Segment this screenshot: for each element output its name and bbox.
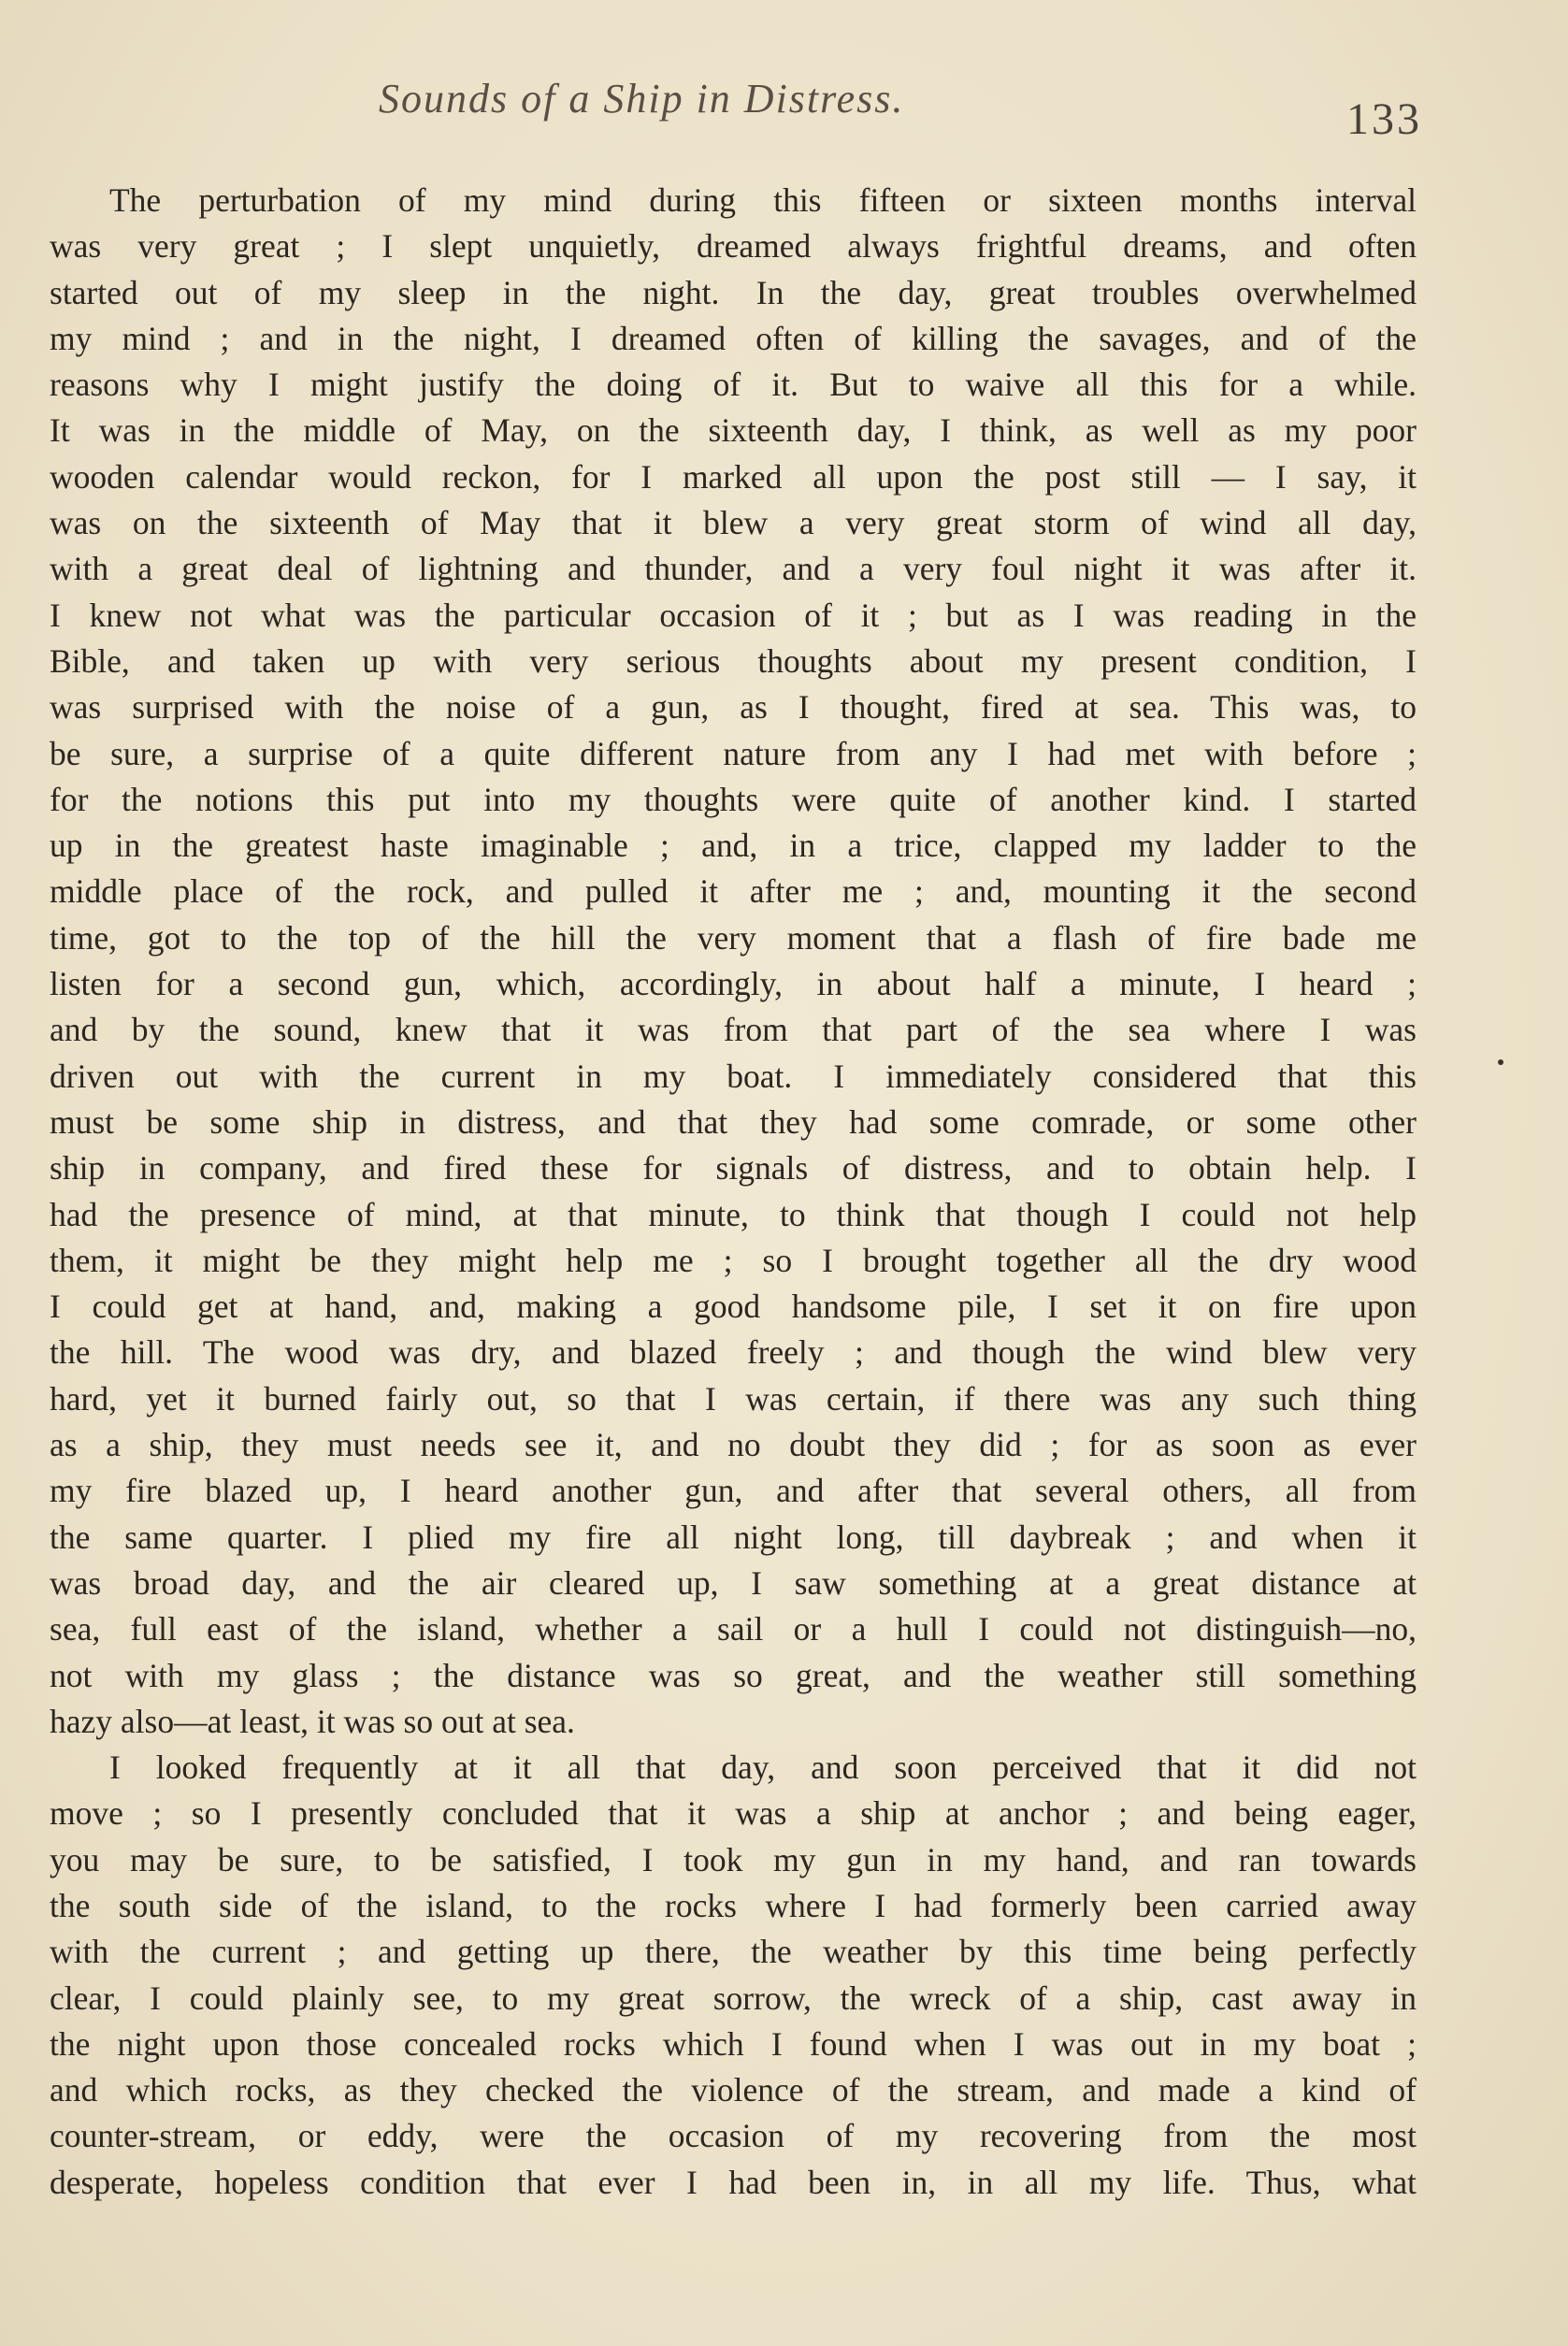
text-line: and which rocks, as they checked the violence of the stream, and made a kind of bbox=[50, 2071, 1417, 2109]
text-line: as a ship, they must needs see it, and no doubt they did ; for as soon as ever bbox=[50, 1426, 1417, 1464]
text-line: move ; so I presently concluded that it was a ship at anchor ; and being eager, bbox=[50, 1794, 1417, 1833]
text-line: with a great deal of lightning and thunder, and a very foul night it was after it. bbox=[50, 550, 1417, 588]
text-line: hazy also—at least, it was so out at sea. bbox=[50, 1702, 575, 1740]
text-line: must be some ship in distress, and that they had some comrade, or some other bbox=[50, 1102, 1417, 1141]
text-line: The perturbation of my mind during this fifteen or sixteen months interval bbox=[109, 181, 1417, 219]
text-line: driven out with the current in my boat. I immediately considered that this bbox=[50, 1057, 1417, 1095]
text-line: not with my glass ; the distance was so great, and the weather still something bbox=[50, 1656, 1417, 1694]
text-line: my mind ; and in the night, I dreamed often of killing the savages, and of the bbox=[50, 319, 1417, 357]
running-head-title: Sounds of a Ship in Distress. bbox=[379, 76, 905, 122]
text-line: was broad day, and the air cleared up, I saw something at a great distance at bbox=[50, 1563, 1417, 1602]
text-line: you may be sure, to be satisfied, I took my gun in my hand, and ran towards bbox=[50, 1840, 1417, 1878]
text-line: I could get at hand, and, making a good handsome pile, I set it on fire upon bbox=[50, 1288, 1417, 1326]
text-line: clear, I could plainly see, to my great sorrow, the wreck of a ship, cast away in bbox=[50, 1979, 1417, 2017]
text-line: I knew not what was the particular occasion of it ; but as I was reading in the bbox=[50, 596, 1417, 634]
text-line: was very great ; I slept unquietly, dreamed always frightful dreams, and often bbox=[50, 227, 1417, 266]
text-line: reasons why I might justify the doing of it. But to waive all this for a while. bbox=[50, 366, 1417, 404]
text-line: the hill. The wood was dry, and blazed freely ; and though the wind blew very bbox=[50, 1333, 1417, 1372]
text-line: wooden calendar would reckon, for I marked all upon the post still — I say, it bbox=[50, 457, 1417, 496]
text-line: sea, full east of the island, whether a sail or a hull I could not distinguish—no, bbox=[50, 1610, 1417, 1648]
text-line: middle place of the rock, and pulled it after me ; and, mounting it the second bbox=[50, 872, 1417, 911]
text-line: with the current ; and getting up there, the weather by this time being perfectly bbox=[50, 1933, 1417, 1971]
text-line: up in the greatest haste imaginable ; and, in a trice, clapped my ladder to the bbox=[50, 827, 1417, 865]
text-line: listen for a second gun, which, accordingly, in about half a minute, I heard ; bbox=[50, 965, 1417, 1003]
body-text bbox=[50, 178, 1417, 2206]
text-line: Bible, and taken up with very serious thoughts about my present condition, I bbox=[50, 641, 1417, 680]
text-line: the night upon those concealed rocks which I found when I was out in my boat ; bbox=[50, 2024, 1417, 2063]
text-line: desperate, hopeless condition that ever I had been in, in all my life. Thus, what bbox=[50, 2163, 1417, 2201]
ink-speck bbox=[1498, 1059, 1503, 1065]
text-line: It was in the middle of May, on the sixteenth day, I think, as well as my poor bbox=[50, 411, 1417, 450]
text-line: and by the sound, knew that it was from that part of the sea where I was bbox=[50, 1011, 1417, 1049]
text-line: my fire blazed up, I heard another gun, and after that several others, all from bbox=[50, 1472, 1417, 1510]
text-line: time, got to the top of the hill the very moment that a flash of fire bade me bbox=[50, 918, 1417, 957]
text-line: was on the sixteenth of May that it blew a very great storm of wind all day, bbox=[50, 504, 1417, 542]
text-line: be sure, a surprise of a quite different nature from any I had met with before ; bbox=[50, 734, 1417, 772]
text-line: started out of my sleep in the night. In the day, great troubles overwhelmed bbox=[50, 273, 1417, 311]
text-line: the same quarter. I plied my fire all night long, till daybreak ; and when it bbox=[50, 1518, 1417, 1556]
text-line: had the presence of mind, at that minute, to think that though I could not help bbox=[50, 1195, 1417, 1233]
text-line: the south side of the island, to the rocks where I had formerly been carried away bbox=[50, 1886, 1417, 1924]
text-line: I looked frequently at it all that day, and soon perceived that it did not bbox=[109, 1749, 1417, 1787]
text-line: them, it might be they might help me ; so I brought together all the dry wood bbox=[50, 1241, 1417, 1279]
page-number: 133 bbox=[1346, 94, 1422, 144]
text-line: for the notions this put into my thoughts were quite of another kind. I started bbox=[50, 780, 1417, 818]
text-line: was surprised with the noise of a gun, as I thought, fired at sea. This was, to bbox=[50, 688, 1417, 727]
text-line: ship in company, and fired these for signals of distress, and to obtain help. I bbox=[50, 1149, 1417, 1187]
text-line: counter-stream, or eddy, were the occasion of my recovering from the most bbox=[50, 2117, 1417, 2155]
text-line: hard, yet it burned fairly out, so that I was certain, if there was any such thing bbox=[50, 1379, 1417, 1418]
